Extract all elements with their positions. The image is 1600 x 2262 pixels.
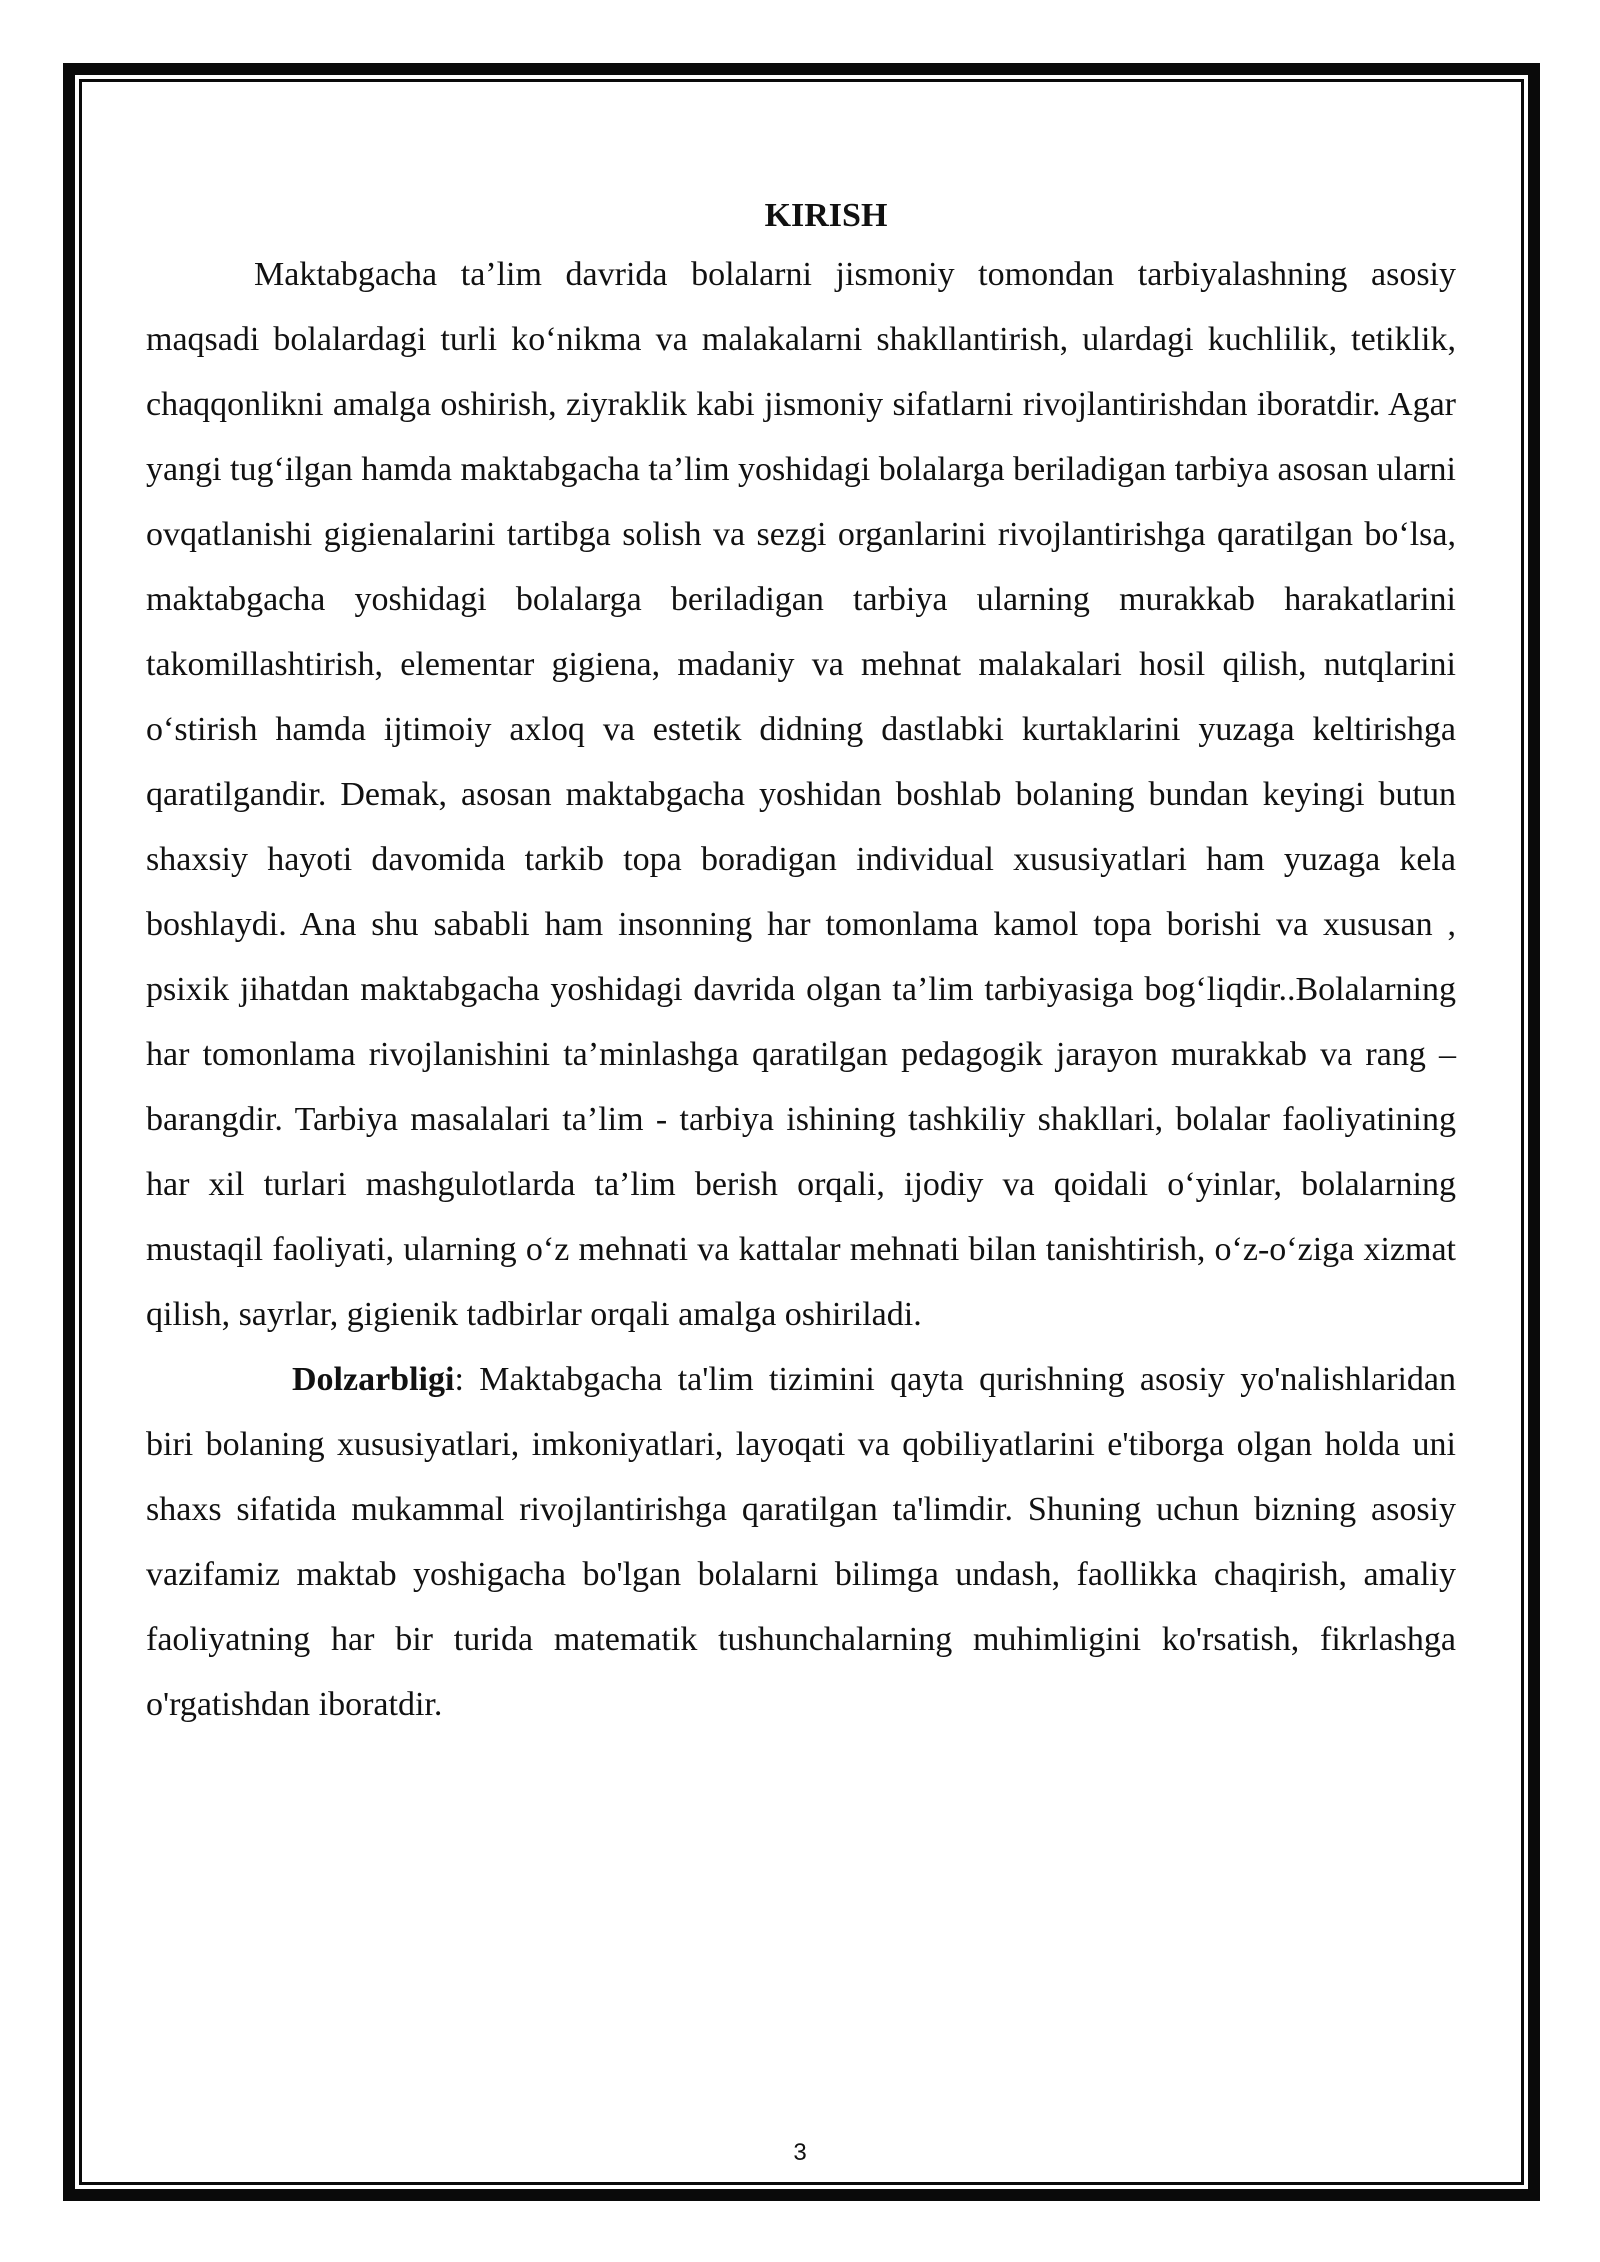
relevance-text: : Maktabgacha ta'lim tizimini qayta qurishning asosiy yo'nalishlaridan biri bolaning xususiyatlari, imkoniyatlari, layoqati va qobiliyatlarini e'tiborga olgan holda uni shaxs sifatida mukammal rivojlantirishga qaratilgan ta'limdir. Shuning uchun bizning asosiy vazifamiz maktab yoshigacha bo'lgan bolalarni bilimga undash, faollikka chaqirish, amaliy faoliyatning har bir turida matematik tushunchalarning muhimligini ko'rsatish, fikrlashga o'rgatishdan iboratdir. [146, 1361, 1456, 1723]
document-body [146, 190, 1456, 1737]
section-title: KIRISH [764, 197, 888, 234]
relevance-label: Dolzarbligi [292, 1361, 455, 1398]
page-number: 3 [793, 2139, 807, 2166]
intro-paragraph: Maktabgacha ta’lim davrida bolalarni jismoniy tomondan tarbiyalashning asosiy maqsadi bolalardagi turli ko‘nikma va malakalarni shakllantirish, ulardagi kuchlilik, tetiklik, chaqqonlikni amalga oshirish, ziyraklik kabi jismoniy sifatlarni rivojlantirishdan iboratdir. Agar yangi tug‘ilgan hamda maktabgacha ta’lim yoshidagi bolalarga beriladigan tarbiya asosan ularni ovqatlanishi gigienalarini tartibga solish va sezgi organlarini rivojlantirishga qaratilgan bo‘lsa, maktabgacha yoshidagi bolalarga beriladigan tarbiya ularning murakkab harakatlarini takomillashtirish, elementar gigiena, madaniy va mehnat malakalari hosil qilish, nutqlarini o‘stirish hamda ijtimoiy axloq va estetik didning dastlabki kurtaklarini yuzaga keltirishga qaratilgandir. Demak, asosan maktabgacha yoshidan boshlab bolaning bundan keyingi butun shaxsiy hayoti davomida tarkib topa boradigan individual xususiyatlari ham yuzaga kela boshlaydi. Ana shu sababli ham insonning har tomonlama kamol topa borishi va xususan , psixik jihatdan maktabgacha yoshidagi davrida olgan ta’lim tarbiyasiga bog‘liqdir..Bolalarning har tomonlama rivojlanishini ta’minlashga qaratilgan pedagogik jarayon murakkab va rang – barangdir. Tarbiya masalalari ta’lim - tarbiya ishining tashkiliy shakllari, bolalar faoliyatining har xil turlari mashgulotlarda ta’lim berish orqali, ijodiy va qoidali o‘yinlar, bolalarning mustaqil faoliyati, ularning o‘z mehnati va kattalar mehnati bilan tanishtirish, o‘z-o‘ziga xizmat qilish, sayrlar, gigienik tadbirlar orqali amalga oshiriladi. [146, 256, 1456, 1333]
relevance-paragraph [146, 1347, 1456, 1737]
